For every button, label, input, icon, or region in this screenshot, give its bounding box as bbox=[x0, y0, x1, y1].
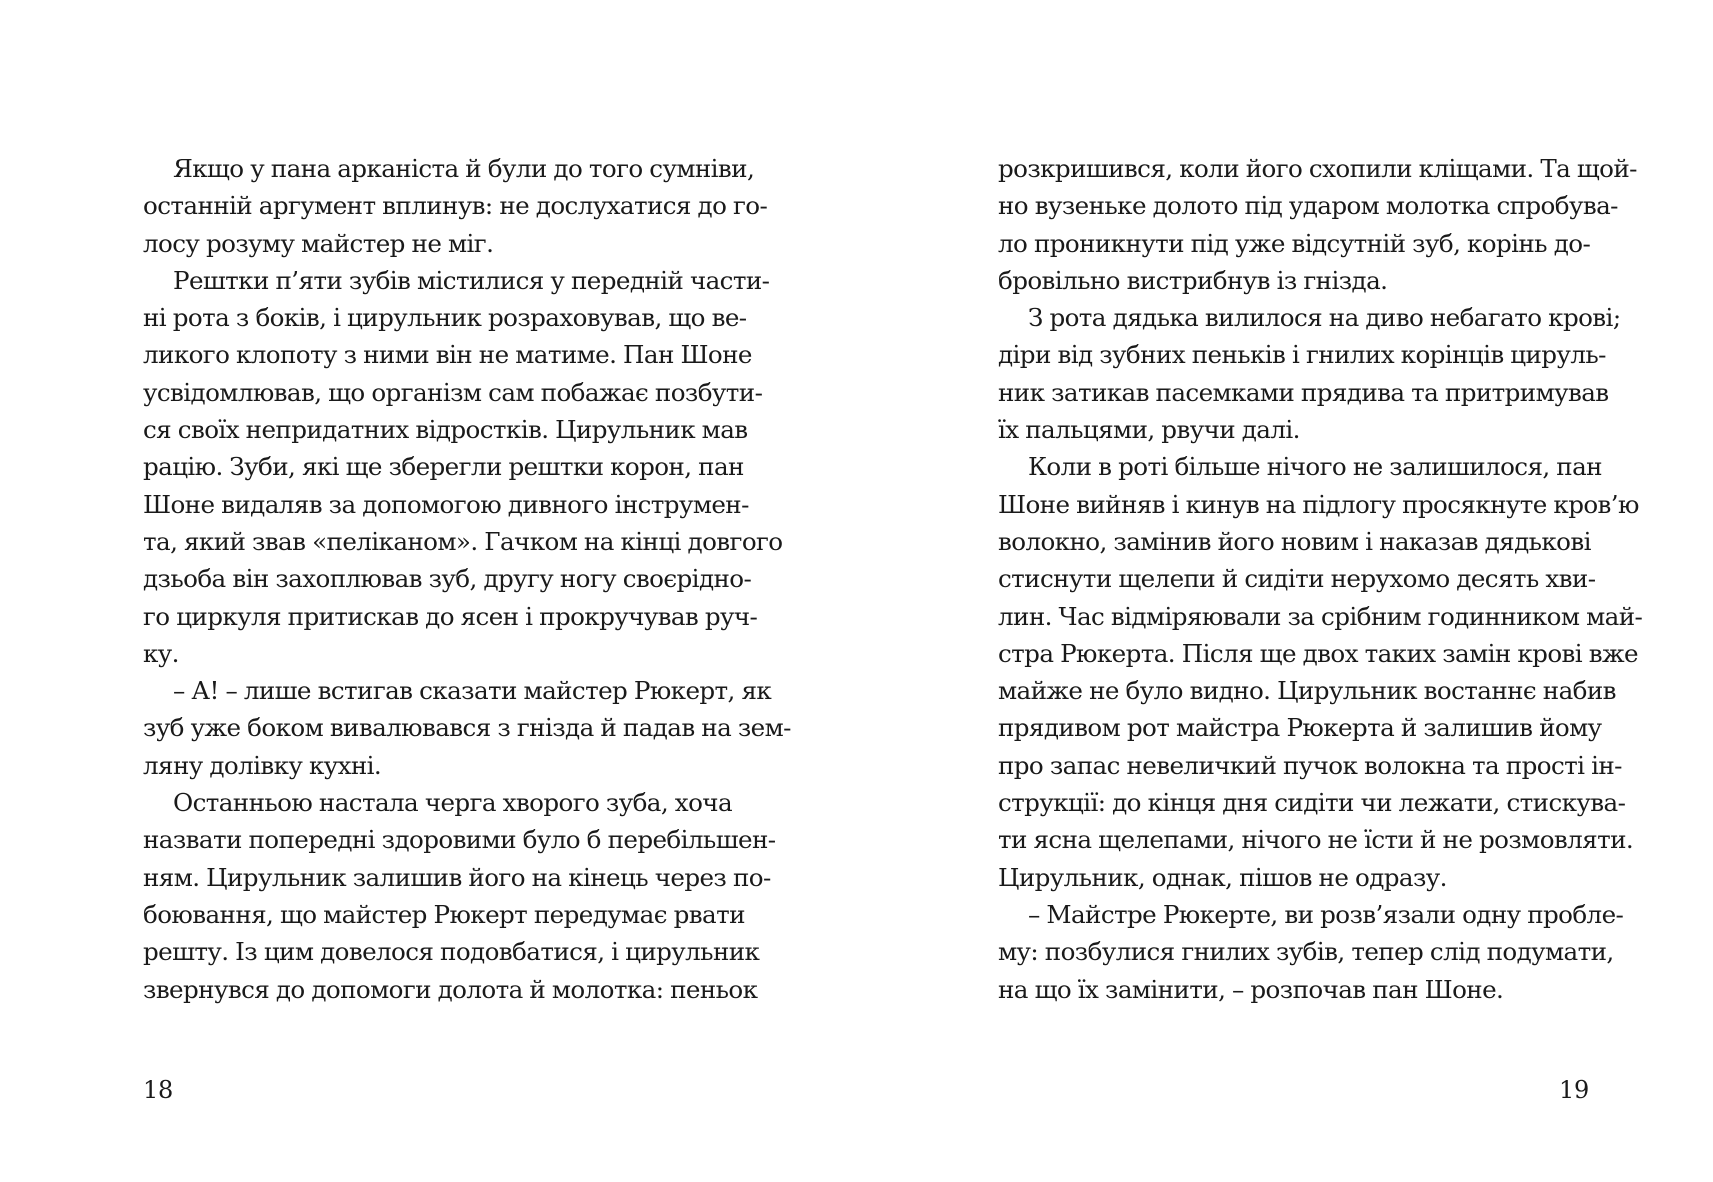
text-line: дзьоба він захоплював зуб, другу ногу своєрідно- bbox=[143, 564, 752, 594]
text-line: та, який звав «пеліканом». Гачком на кінці довгого bbox=[143, 526, 783, 556]
text-line: решту. Із цим довелося подовбатися, і цирульник bbox=[143, 937, 760, 967]
text-line: стиснути щелепи й сидіти нерухомо десять хви- bbox=[998, 564, 1596, 594]
text-line: зуб уже боком вивалювався з гнізда й падав на зем- bbox=[143, 713, 791, 743]
text-line: му: позбулися гнилих зубів, тепер слід подумати, bbox=[998, 937, 1614, 967]
text-line: – Майстре Рюкерте, ви розв’язали одну пробле- bbox=[1028, 899, 1624, 929]
text-line: бровільно вистрибнув із гнізда. bbox=[998, 265, 1388, 295]
left-page bbox=[143, 150, 791, 1008]
text-line: стра Рюкерта. Після ще двох таких замін крові вже bbox=[998, 638, 1638, 668]
text-line: струкції: до кінця дня сидіти чи лежати, стискува- bbox=[998, 788, 1626, 818]
text-line: на що їх замінити, – розпочав пан Шоне. bbox=[998, 974, 1504, 1004]
text-line: ні рота з боків, і цирульник розраховував, що ве- bbox=[143, 303, 747, 333]
text-line: ник затикав пасемками прядива та притримував bbox=[998, 377, 1609, 407]
text-line: останній аргумент вплинув: не дослухатися до го- bbox=[143, 191, 768, 221]
text-line: – А! – лише встигав сказати майстер Рюкерт, як bbox=[173, 676, 772, 706]
right-page bbox=[998, 150, 1643, 1008]
text-line: Рештки п’яти зубів містилися у передній части- bbox=[173, 265, 770, 295]
text-line: прядивом рот майстра Рюкерта й залишив йому bbox=[998, 713, 1602, 743]
left-page-text bbox=[143, 150, 791, 1008]
text-line: їх пальцями, рвучи далі. bbox=[998, 415, 1300, 445]
text-line: звернувся до допомоги долота й молотка: пеньок bbox=[143, 974, 758, 1004]
text-line: го циркуля притискав до ясен і прокручував руч- bbox=[143, 601, 758, 631]
text-line: ликого клопоту з ними він не матиме. Пан Шоне bbox=[143, 340, 752, 370]
text-line: волокно, замінив його новим і наказав дядькові bbox=[998, 526, 1591, 556]
text-line: рацію. Зуби, які ще зберегли рештки корон, пан bbox=[143, 452, 744, 482]
text-line: усвідомлював, що організм сам побажає позбути- bbox=[143, 377, 763, 407]
text-line: боювання, що майстер Рюкерт передумає рвати bbox=[143, 899, 745, 929]
page-number-right: 19 bbox=[1559, 1076, 1589, 1104]
text-line: назвати попередні здоровими було б перебільшен- bbox=[143, 825, 776, 855]
text-line: лин. Час відміряювали за срібним годинником май- bbox=[998, 601, 1643, 631]
text-line: майже не було видно. Цирульник востаннє набив bbox=[998, 676, 1616, 706]
text-line: ся своїх непридатних відростків. Цирульник мав bbox=[143, 415, 748, 445]
text-line: про запас невеличкий пучок волокна та прості ін- bbox=[998, 750, 1622, 780]
text-line: Коли в роті більше нічого не залишилося, пан bbox=[1028, 452, 1602, 482]
text-line: но вузеньке долото під ударом молотка спробува- bbox=[998, 191, 1618, 221]
text-line: ляну долівку кухні. bbox=[143, 750, 382, 780]
text-line: ку. bbox=[143, 638, 179, 668]
text-line: Шоне вийняв і кинув на підлогу просякнуте кров’ю bbox=[998, 489, 1639, 519]
text-line: Останньою настала черга хворого зуба, хоча bbox=[173, 788, 733, 818]
text-line: З рота дядька вилилося на диво небагато крові; bbox=[1028, 303, 1621, 333]
text-line: ло проникнути під уже відсутній зуб, корінь до- bbox=[998, 228, 1591, 258]
text-line: діри від зубних пеньків і гнилих корінців цируль- bbox=[998, 340, 1606, 370]
text-line: Шоне видаляв за допомогою дивного інструмен- bbox=[143, 489, 749, 519]
text-line: Цирульник, однак, пішов не одразу. bbox=[998, 862, 1447, 892]
text-line: ти ясна щелепами, нічого не їсти й не розмовляти. bbox=[998, 825, 1634, 855]
text-line: розкришився, коли його схопили кліщами. Та щой- bbox=[998, 154, 1637, 183]
text-line: Якщо у пана арканіста й були до того сумніви, bbox=[173, 154, 755, 183]
right-page-text bbox=[998, 150, 1643, 1008]
page-number-left: 18 bbox=[143, 1076, 173, 1104]
text-line: ням. Цирульник залишив його на кінець через по- bbox=[143, 862, 771, 892]
text-line: лосу розуму майстер не міг. bbox=[143, 228, 494, 258]
